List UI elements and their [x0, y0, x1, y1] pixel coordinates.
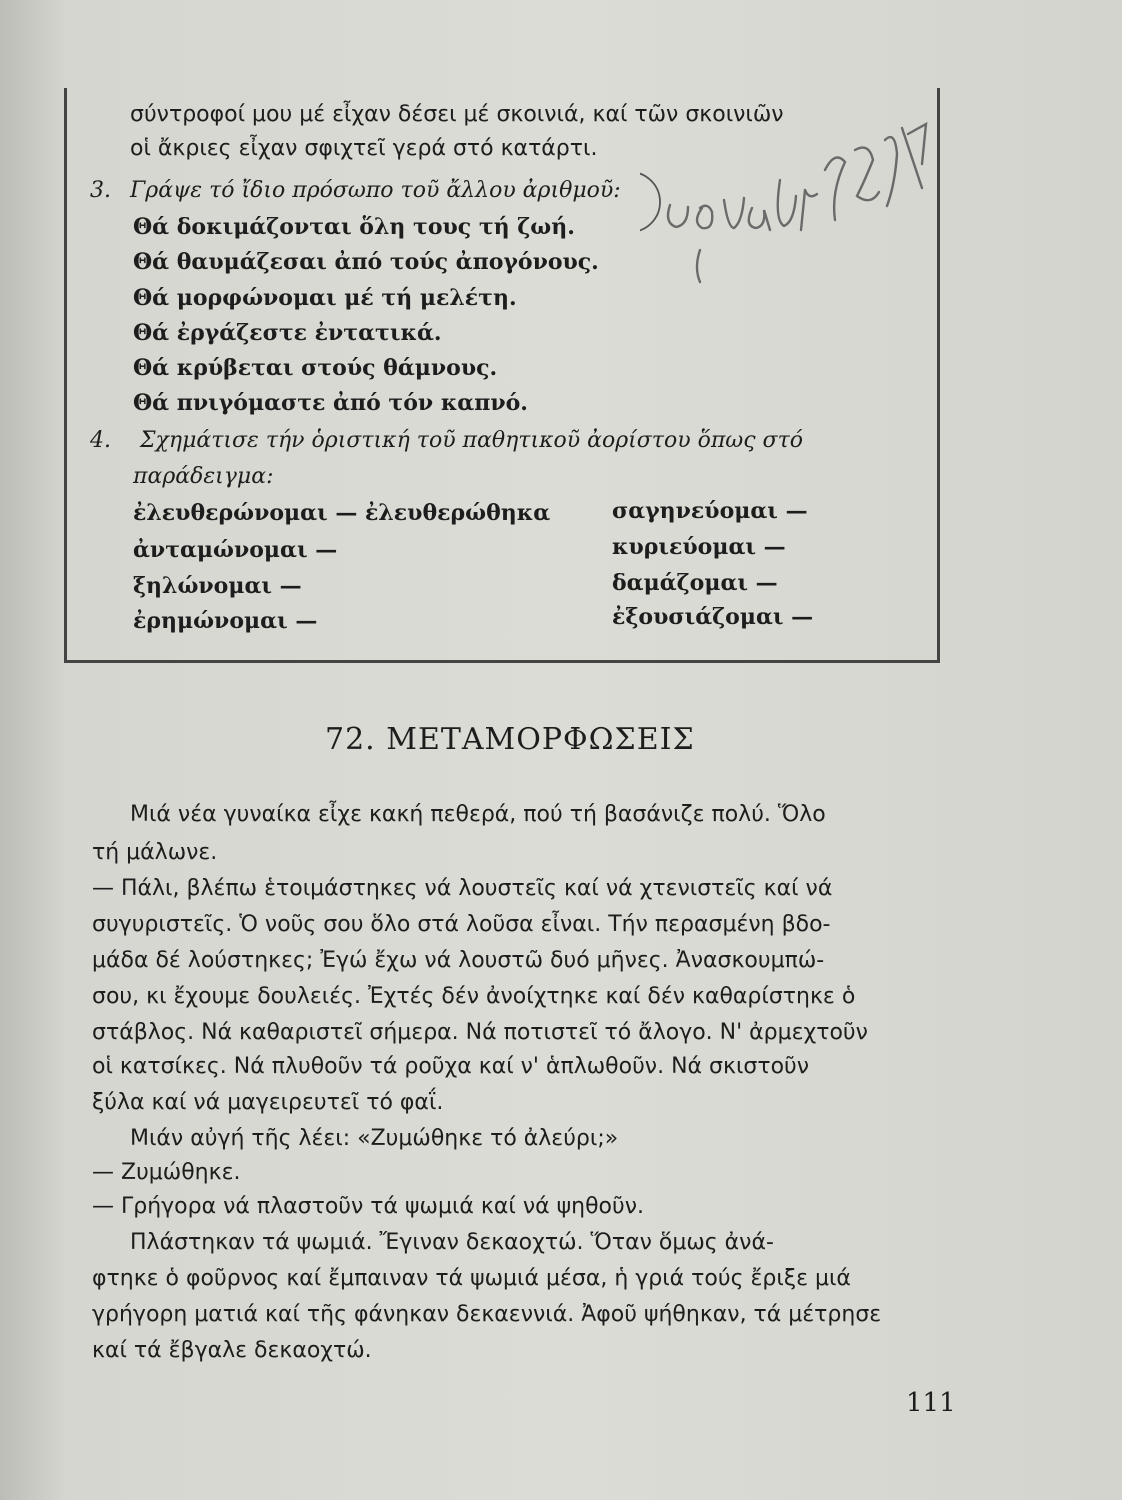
body-line: μάδα δέ λούστηκες; Ἐγώ ἔχω νά λουστῶ δυό μῆνες. Ἀνασκουμπώ- — [92, 948, 825, 973]
exercise-sentence: Θά πνιγόμαστε ἀπό τόν καπνό. — [133, 390, 528, 416]
exercise-sentence: Θά κρύβεται στούς θάμνους. — [133, 355, 498, 381]
body-line: γρήγορη ματιά καί τῆς φάνηκαν δεκαεννιά. Ἀφοῦ ψήθηκαν, τά μέτρησε — [92, 1302, 882, 1327]
verb-item: ἐρημώνομαι — — [133, 608, 318, 634]
exercise-sentence: Θά ἐργάζεστε ἐντατικά. — [133, 320, 442, 346]
body-line: Μιά νέα γυναίκα εἶχε κακή πεθερά, πού τή βασάνιζε πολύ. Ὅλο — [130, 802, 826, 827]
verb-item: σαγηνεύομαι — — [612, 498, 808, 524]
body-line: συγυριστεῖς. Ὁ νοῦς σου ὅλο στά λοῦσα εἶναι. Τήν περασμένη βδο- — [92, 912, 831, 937]
body-line: σου, κι ἔχουμε δουλειές. Ἐχτές δέν ἀνοίχτηκε καί δέν καθαρίστηκε ὁ — [92, 984, 856, 1009]
body-line: — Πάλι, βλέπω ἑτοιμάστηκες νά λουστεῖς καί νά χτενιστεῖς καί νά — [92, 876, 833, 901]
lesson-title: 72. ΜΕΤΑΜΟΡΦΩΣΕΙΣ — [325, 722, 695, 757]
body-line: οἱ κατσίκες. Νά πλυθοῦν τά ροῦχα καί ν' ἁπλωθοῦν. Νά σκιστοῦν — [92, 1054, 810, 1079]
verb-item: ἀνταμώνομαι — — [133, 537, 338, 563]
text-line: σύντροφοί μου μέ εἶχαν δέσει μέ σκοινιά, καί τῶν σκοινιῶν — [130, 102, 784, 127]
exercise-sentence: Θά δοκιμάζονται ὅλη τους τή ζωή. — [133, 214, 575, 240]
body-line: Πλάστηκαν τά ψωμιά. Ἔγιναν δεκαοχτώ. Ὅταν ὅμως ἀνά- — [130, 1230, 774, 1255]
body-line: ξύλα καί νά μαγειρευτεῖ τό φαΐ. — [92, 1090, 444, 1115]
body-line: στάβλος. Νά καθαριστεῖ σήμερα. Νά ποτιστεῖ τό ἄλογο. Ν' ἀρμεχτοῦν — [92, 1020, 868, 1045]
verb-item: δαμάζομαι — — [612, 570, 778, 596]
body-line: τή μάλωνε. — [92, 840, 218, 865]
body-line: — Ζυμώθηκε. — [92, 1160, 241, 1185]
exercise-sentence: Θά θαυμάζεσαι ἀπό τούς ἀπογόνους. — [133, 249, 599, 275]
body-line: καί τά ἔβγαλε δεκαοχτώ. — [92, 1338, 372, 1363]
exercise-number: 4. — [90, 428, 111, 453]
verb-item: ἐξουσιάζομαι — — [612, 604, 814, 630]
exercise-instruction: Γράψε τό ἴδιο πρόσωπο τοῦ ἄλλου ἀριθμοῦ: — [130, 178, 621, 203]
body-line: Μιάν αὐγή τῆς λέει: «Ζυμώθηκε τό ἀλεύρι;» — [130, 1126, 619, 1151]
exercise-sentence: Θά μορφώνομαι μέ τή μελέτη. — [133, 285, 517, 311]
body-line: — Γρήγορα νά πλαστοῦν τά ψωμιά καί νά ψηθοῦν. — [92, 1194, 644, 1219]
exercise-instruction: Σχημάτισε τήν ὁριστική τοῦ παθητικοῦ ἀορίστου ὅπως στό — [140, 428, 803, 453]
body-line: φτηκε ὁ φοῦρνος καί ἔμπαιναν τά ψωμιά μέσα, ἡ γριά τούς ἔριξε μιά — [92, 1266, 851, 1291]
page-number: 111 — [906, 1388, 956, 1418]
exercise-instruction: παράδειγμα: — [133, 464, 274, 489]
verb-item: κυριεύομαι — — [612, 534, 786, 560]
text-line: οἱ ἄκριες εἶχαν σφιχτεῖ γερά στό κατάρτι. — [130, 136, 598, 161]
exercise-number: 3. — [90, 178, 111, 203]
verb-item: ἐλευθερώνομαι — ἐλευθερώθηκα — [133, 500, 551, 526]
verb-item: ξηλώνομαι — — [133, 573, 302, 599]
